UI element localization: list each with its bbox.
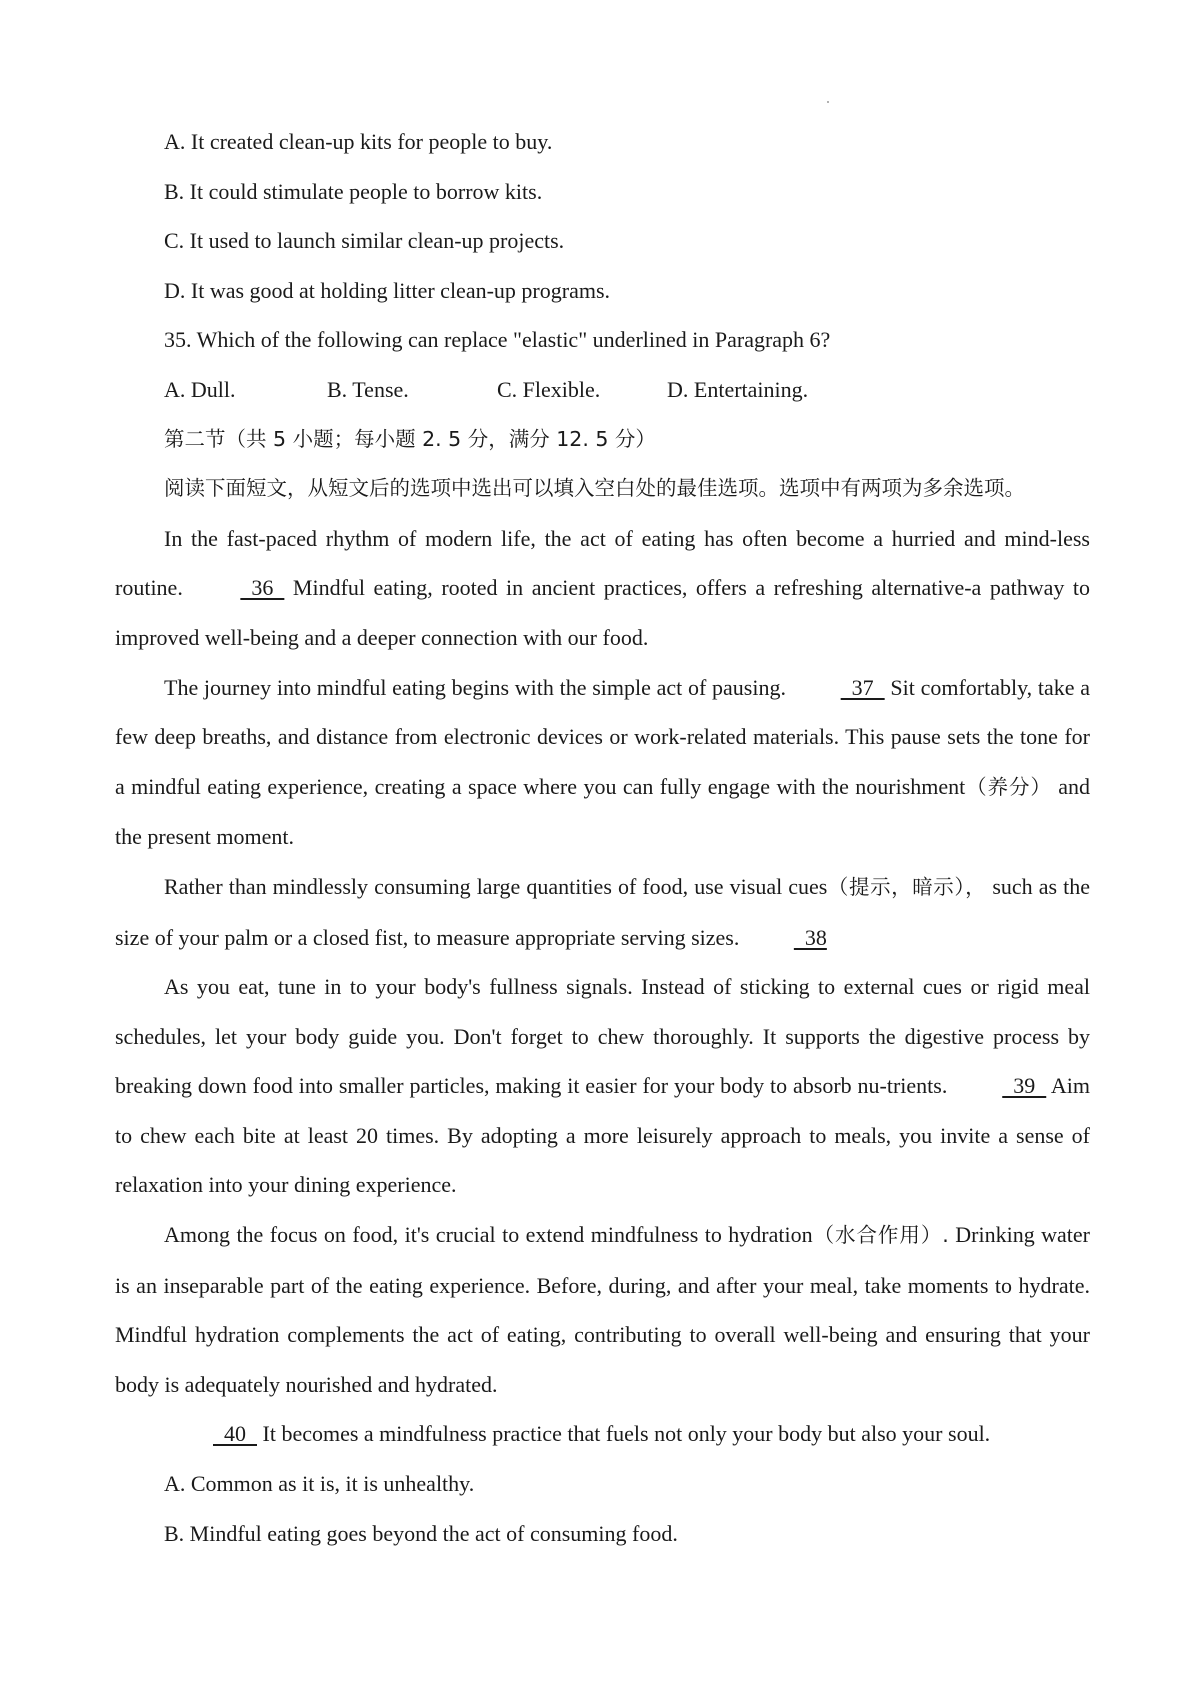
- p4-text-b: Aim to chew each bite at least 20 times. By adopting a more leisurely approach to meals, you invite a sense of relaxation into your dining experience.: [115, 1073, 1091, 1198]
- p2-text-c: and the present moment.: [115, 773, 1091, 850]
- page-content: [115, 117, 1090, 1558]
- p3-text-a: Rather than mindlessly consuming large quantities of food, use visual cues: [164, 873, 828, 899]
- passage-paragraph-5: [115, 1210, 1090, 1409]
- section2-instruction: 阅读下面短文，从短文后的选项中选出可以填入空白处的最佳选项。选项中有两项为多余选项。: [164, 476, 1025, 501]
- p2-text-a: The journey into mindful eating begins with the simple act of pausing.: [164, 674, 786, 700]
- p3-gloss: （提示，暗示），: [827, 874, 987, 899]
- p4-text-a: As you eat, tune in to your body's fullness signals. Instead of sticking to external cues or rigid meal schedules, let your body guide you. Don't forget to chew thoroughly. It supports the digestive process by breaking down food into smaller particles, making it easier for your body to absorb nu-trients.: [115, 974, 1090, 1099]
- blank-36: 36: [240, 575, 285, 601]
- q35-option-a: A. Dull.: [164, 376, 236, 402]
- p6-text-b: It becomes a mindfulness practice that fuels not only your body but also your soul.: [262, 1421, 991, 1447]
- scan-speck: [827, 101, 829, 103]
- p1-text-b: Mindful eating, rooted in ancient practices, offers a refreshing alternative-a pathway to improved well-being and a deeper connection with our food.: [115, 575, 1090, 650]
- p1-text-a: In the fast-paced rhythm of modern life, the act of eating has often become a hurried and mind-less routine.: [115, 525, 1090, 601]
- q35-options: [115, 365, 1090, 415]
- q34-option-d: D. It was good at holding litter clean-up programs.: [164, 277, 611, 303]
- passage-paragraph-1: [115, 514, 1090, 663]
- p3-text-b: such as the size of your palm or a closed fist, to measure appropriate serving sizes.: [115, 873, 1091, 950]
- blank-38: 38: [793, 924, 827, 950]
- q35-option-c: C. Flexible.: [497, 376, 601, 402]
- q35-option-d: D. Entertaining.: [667, 376, 809, 402]
- p2-gloss: （养分）: [965, 774, 1052, 799]
- answer-option-b: B. Mindful eating goes beyond the act of consuming food.: [164, 1520, 678, 1546]
- q34-option-c: C. It used to launch similar clean-up projects.: [164, 228, 565, 254]
- passage-paragraph-6: [115, 1409, 1090, 1459]
- q35-question: 35. Which of the following can replace "elastic" underlined in Paragraph 6?: [164, 327, 831, 353]
- answer-option-a: A. Common as it is, it is unhealthy.: [164, 1471, 475, 1497]
- q34-option-a: A. It created clean-up kits for people to buy.: [164, 129, 553, 154]
- section2-heading: 第二节（共 5 小题；每小题 2. 5 分，满分 12. 5 分）: [164, 426, 656, 451]
- blank-40: 40: [213, 1421, 257, 1447]
- passage-paragraph-4: [115, 962, 1090, 1210]
- p5-text-b: Drinking water is an inseparable part of the eating experience. Before, during, and after your meal, take moments to hydrate. Mindful hydration complements the act of eating, contributing to overall well-being and ensuring that your body is adequately nourished and hydrated.: [115, 1222, 1090, 1397]
- blank-37: 37: [840, 674, 885, 700]
- q34-option-b: B. It could stimulate people to borrow kits.: [164, 178, 543, 204]
- blank-39: 39: [1002, 1073, 1047, 1099]
- p5-text-a: Among the focus on food, it's crucial to extend mindfulness to hydration: [164, 1222, 813, 1248]
- q35-option-b: B. Tense.: [327, 376, 409, 402]
- passage-paragraph-3: [115, 862, 1090, 962]
- passage-paragraph-2: [115, 663, 1090, 862]
- p2-text-b: Sit comfortably, take a few deep breaths, and distance from electronic devices or work-related materials. This pause sets the tone for a mindful eating experience, creating a space where you can fully engage with the nourishment: [115, 674, 1090, 799]
- p5-gloss: （水合作用）.: [812, 1223, 949, 1248]
